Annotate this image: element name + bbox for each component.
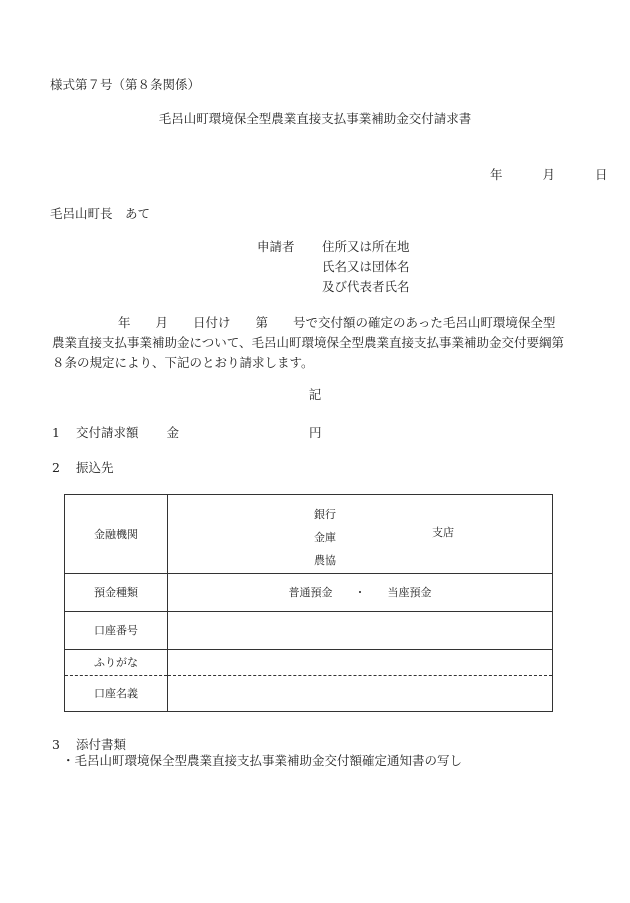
attachment-item: ・毛呂山町環境保全型農業直接支払事業補助金交付額確定通知書の写し	[62, 753, 463, 768]
item1-prefix: 金	[166, 425, 180, 440]
deposit-type-options[interactable]: 普通預金 ・ 当座預金	[168, 574, 553, 612]
form-number-label: 様式第７号（第８条関係）	[50, 77, 201, 92]
item1-number: 1	[52, 425, 60, 440]
item1-unit: 円	[309, 425, 322, 440]
institution-cell[interactable]	[168, 495, 553, 574]
date-year: 年	[490, 167, 503, 182]
addressee: 毛呂山町長 あて	[50, 206, 151, 221]
furigana-field[interactable]	[168, 650, 553, 676]
table-row	[65, 495, 553, 574]
body-line-3: ８条の規定により、下記のとおり請求します。	[52, 355, 314, 370]
table-row	[65, 650, 553, 676]
document-title: 毛呂山町環境保全型農業直接支払事業補助金交付請求書	[158, 111, 472, 126]
table-row	[65, 676, 553, 712]
ki-heading: 記	[308, 387, 322, 402]
account-number-field[interactable]	[168, 612, 553, 650]
institution-type-kinko: 金庫	[314, 531, 336, 544]
table-row	[65, 612, 553, 650]
applicant-representative-label: 及び代表者氏名	[322, 279, 410, 294]
account-number-label: 口座番号	[65, 612, 168, 650]
bank-account-table	[64, 494, 553, 712]
institution-label: 金融機関	[65, 495, 168, 574]
item2-number: 2	[52, 460, 60, 475]
institution-type-nokyo: 農協	[314, 554, 336, 567]
date-day: 日	[594, 167, 608, 182]
applicant-fields	[322, 241, 410, 301]
body-line-2: 農業直接支払事業補助金について、毛呂山町環境保全型農業直接支払事業補助金交付要綱第	[52, 335, 565, 350]
item-request-amount	[52, 427, 322, 440]
item-attachments	[52, 739, 126, 752]
branch-label: 支店	[432, 526, 454, 539]
item3-label: 添付書類	[76, 737, 127, 752]
institution-types	[314, 503, 336, 572]
date-month: 月	[542, 167, 555, 182]
account-name-label: 口座名義	[65, 676, 168, 712]
request-body-text	[52, 313, 604, 373]
item3-number: 3	[52, 737, 60, 752]
applicant-label: 申請者	[257, 239, 295, 254]
body-line-1: 年 月 日付け 第 号で交付額の確定のあった毛呂山町環境保全型	[118, 315, 556, 330]
institution-type-bank: 銀行	[314, 508, 336, 521]
item1-label: 交付請求額	[76, 425, 139, 440]
furigana-label: ふりがな	[65, 650, 168, 676]
account-name-field[interactable]	[168, 676, 553, 712]
item2-label: 振込先	[76, 460, 114, 475]
item-transfer-destination	[52, 462, 114, 475]
applicant-name-label: 氏名又は団体名	[322, 259, 410, 274]
deposit-type-label: 預金種類	[65, 574, 168, 612]
date-line	[490, 169, 607, 182]
applicant-address-label: 住所又は所在地	[322, 239, 410, 254]
table-row	[65, 574, 553, 612]
